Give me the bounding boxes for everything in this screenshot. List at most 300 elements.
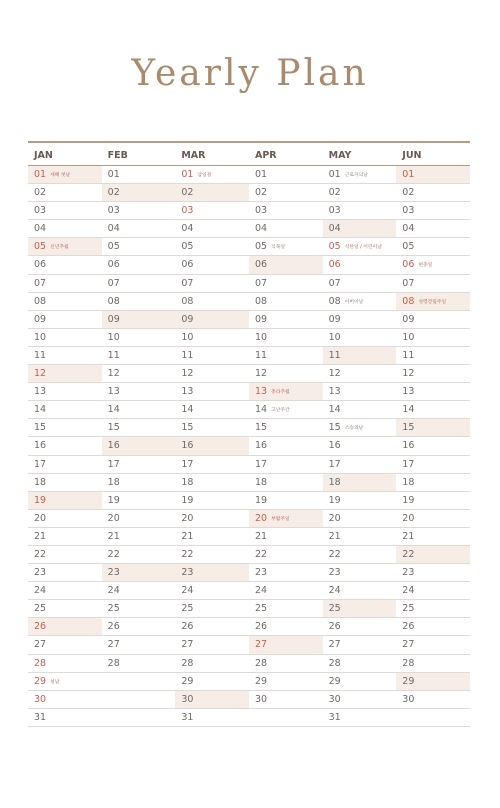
day-cell[interactable] xyxy=(175,347,249,364)
day-cell[interactable] xyxy=(249,655,323,672)
day-cell[interactable] xyxy=(175,184,249,201)
day-number: 26 xyxy=(181,621,194,633)
day-number: 13 xyxy=(34,386,47,398)
day-number: 28 xyxy=(328,657,341,669)
day-cell[interactable] xyxy=(323,238,397,255)
day-cell[interactable] xyxy=(28,256,102,273)
day-cell[interactable] xyxy=(175,166,249,183)
day-cell[interactable] xyxy=(102,365,176,382)
day-number: 29 xyxy=(402,675,415,687)
day-number: 17 xyxy=(254,458,268,470)
day-cell[interactable] xyxy=(396,618,470,635)
day-cell[interactable] xyxy=(102,709,176,726)
day-number: 06 xyxy=(254,259,268,271)
day-cell[interactable] xyxy=(249,401,323,418)
day-number: 26 xyxy=(107,621,120,633)
day-cell[interactable] xyxy=(28,347,102,364)
day-number: 09 xyxy=(181,313,194,325)
day-cell[interactable] xyxy=(249,437,323,454)
day-number: 02 xyxy=(107,187,120,199)
day-cell[interactable] xyxy=(28,311,102,328)
day-number: 01 xyxy=(254,169,268,180)
day-cell[interactable] xyxy=(102,311,176,328)
day-number: 24 xyxy=(328,585,341,597)
day-cell[interactable] xyxy=(249,311,323,328)
day-cell[interactable] xyxy=(249,600,323,617)
day-cell[interactable] xyxy=(396,419,470,436)
day-cell[interactable] xyxy=(396,456,470,473)
day-cell[interactable] xyxy=(28,437,102,454)
day-number: 11 xyxy=(402,349,415,361)
day-cell[interactable] xyxy=(249,238,323,255)
day-number: 08 xyxy=(181,295,194,307)
day-number: 14 xyxy=(107,404,120,416)
day-cell[interactable] xyxy=(249,673,323,690)
day-cell[interactable] xyxy=(323,365,397,382)
day-cell[interactable] xyxy=(102,600,176,617)
table-row xyxy=(28,220,470,238)
day-number: 23 xyxy=(107,567,120,579)
day-number: 09 xyxy=(402,313,415,325)
day-cell[interactable] xyxy=(102,492,176,509)
day-cell[interactable] xyxy=(249,709,323,726)
day-number: 11 xyxy=(34,349,47,361)
day-cell[interactable] xyxy=(175,546,249,563)
day-number: 15 xyxy=(402,422,415,434)
day-cell[interactable] xyxy=(249,618,323,635)
day-cell[interactable] xyxy=(28,275,102,292)
day-number: 19 xyxy=(328,494,341,506)
day-cell[interactable] xyxy=(28,383,102,400)
holiday-note: 석탄일 / 어린이날 xyxy=(344,245,382,251)
day-number: 24 xyxy=(254,585,268,597)
day-cell[interactable] xyxy=(102,238,176,255)
day-number: 07 xyxy=(254,277,268,289)
yearly-plan-table xyxy=(28,141,470,727)
day-cell[interactable] xyxy=(396,709,470,726)
day-cell[interactable] xyxy=(323,709,397,726)
day-cell[interactable] xyxy=(249,456,323,473)
day-cell[interactable] xyxy=(249,691,323,708)
day-cell[interactable] xyxy=(175,437,249,454)
day-number: 15 xyxy=(34,422,47,434)
day-number: 19 xyxy=(402,494,415,506)
day-cell[interactable] xyxy=(28,618,102,635)
day-cell[interactable] xyxy=(323,618,397,635)
day-cell[interactable] xyxy=(396,510,470,527)
table-row xyxy=(28,673,470,691)
day-cell[interactable] xyxy=(28,401,102,418)
holiday-note: 부활주일 xyxy=(271,516,290,522)
day-number: 06 xyxy=(402,259,415,271)
day-number: 06 xyxy=(34,259,47,271)
day-cell[interactable] xyxy=(249,510,323,527)
day-cell[interactable] xyxy=(396,600,470,617)
day-cell[interactable] xyxy=(323,311,397,328)
day-cell[interactable] xyxy=(323,474,397,491)
day-cell[interactable] xyxy=(249,347,323,364)
day-cell[interactable] xyxy=(249,256,323,273)
day-cell[interactable] xyxy=(102,437,176,454)
day-cell[interactable] xyxy=(102,564,176,581)
day-cell[interactable] xyxy=(323,401,397,418)
day-number: 10 xyxy=(34,331,47,343)
day-cell[interactable] xyxy=(102,636,176,653)
day-cell[interactable] xyxy=(28,582,102,599)
day-number: 17 xyxy=(107,458,120,470)
day-cell[interactable] xyxy=(323,456,397,473)
day-cell[interactable] xyxy=(28,419,102,436)
day-cell[interactable] xyxy=(28,636,102,653)
day-number: 16 xyxy=(254,440,268,452)
day-cell[interactable] xyxy=(249,329,323,346)
day-cell[interactable] xyxy=(28,238,102,255)
table-row xyxy=(28,600,470,618)
day-cell[interactable] xyxy=(396,492,470,509)
day-cell[interactable] xyxy=(396,275,470,292)
day-cell[interactable] xyxy=(323,492,397,509)
holiday-note: 성령강림주일 xyxy=(418,299,447,305)
day-cell[interactable] xyxy=(249,546,323,563)
day-cell[interactable] xyxy=(28,546,102,563)
day-number: 09 xyxy=(107,313,120,325)
table-row xyxy=(28,347,470,365)
day-cell[interactable] xyxy=(249,166,323,183)
day-number: 17 xyxy=(328,458,341,470)
day-number: 14 xyxy=(402,404,415,416)
holiday-note: 식목일 xyxy=(271,245,285,251)
day-number: 12 xyxy=(328,368,341,380)
day-cell[interactable] xyxy=(396,184,470,201)
day-cell[interactable] xyxy=(249,365,323,382)
day-number: 18 xyxy=(107,476,120,488)
day-cell[interactable] xyxy=(323,293,397,310)
day-cell[interactable] xyxy=(102,293,176,310)
day-number: 03 xyxy=(328,205,341,217)
day-cell[interactable] xyxy=(249,474,323,491)
day-number: 06 xyxy=(328,259,341,271)
day-cell[interactable] xyxy=(323,166,397,183)
table-row xyxy=(28,437,470,455)
day-cell[interactable] xyxy=(323,673,397,690)
day-cell[interactable] xyxy=(249,419,323,436)
holiday-note: 삼일절 xyxy=(197,173,212,178)
day-cell[interactable] xyxy=(175,673,249,690)
day-cell[interactable] xyxy=(102,256,176,273)
day-cell[interactable] xyxy=(175,293,249,310)
day-cell[interactable] xyxy=(102,401,176,418)
day-cell[interactable] xyxy=(249,582,323,599)
day-number: 25 xyxy=(402,603,415,615)
month-header-may: MAY xyxy=(328,150,352,161)
day-number: 08 xyxy=(107,295,120,307)
day-cell[interactable] xyxy=(175,401,249,418)
day-number: 05 xyxy=(107,241,120,253)
day-cell[interactable] xyxy=(28,220,102,237)
day-cell[interactable] xyxy=(102,275,176,292)
day-number: 29 xyxy=(254,675,268,687)
day-cell[interactable] xyxy=(175,582,249,599)
day-cell[interactable] xyxy=(102,202,176,219)
day-cell[interactable] xyxy=(323,546,397,563)
day-cell[interactable] xyxy=(28,456,102,473)
day-number: 16 xyxy=(402,440,415,452)
day-cell[interactable] xyxy=(175,238,249,255)
day-cell[interactable] xyxy=(396,202,470,219)
day-cell[interactable] xyxy=(102,691,176,708)
day-cell[interactable] xyxy=(28,365,102,382)
day-cell[interactable] xyxy=(102,582,176,599)
day-cell[interactable] xyxy=(175,510,249,527)
day-cell[interactable] xyxy=(396,329,470,346)
day-cell[interactable] xyxy=(28,691,102,708)
day-cell[interactable] xyxy=(323,437,397,454)
day-number: 24 xyxy=(34,585,47,597)
day-cell[interactable] xyxy=(323,275,397,292)
day-number: 07 xyxy=(181,277,194,289)
day-number: 21 xyxy=(402,530,415,542)
day-cell[interactable] xyxy=(323,256,397,273)
day-number: 27 xyxy=(34,639,47,651)
day-cell[interactable] xyxy=(396,383,470,400)
day-cell[interactable] xyxy=(102,546,176,563)
day-number: 21 xyxy=(181,530,194,542)
holiday-note: 어버이날 xyxy=(344,299,364,305)
day-cell[interactable] xyxy=(28,202,102,219)
day-number: 08 xyxy=(328,295,341,307)
day-cell[interactable] xyxy=(102,347,176,364)
day-number: 22 xyxy=(34,548,47,560)
day-number: 31 xyxy=(328,711,341,723)
day-cell[interactable] xyxy=(396,691,470,708)
day-number: 13 xyxy=(328,386,341,398)
day-number: 14 xyxy=(254,404,268,416)
day-number: 07 xyxy=(402,277,415,289)
day-cell[interactable] xyxy=(396,220,470,237)
day-number: 26 xyxy=(254,621,268,633)
table-row xyxy=(28,618,470,636)
day-number: 03 xyxy=(34,205,47,217)
day-cell[interactable] xyxy=(28,184,102,201)
day-cell[interactable] xyxy=(175,256,249,273)
day-cell[interactable] xyxy=(396,564,470,581)
day-cell[interactable] xyxy=(175,528,249,545)
day-cell[interactable] xyxy=(175,691,249,708)
day-cell[interactable] xyxy=(102,456,176,473)
day-cell[interactable] xyxy=(323,655,397,672)
day-cell[interactable] xyxy=(323,564,397,581)
day-cell[interactable] xyxy=(102,510,176,527)
day-number: 18 xyxy=(34,476,47,488)
day-cell[interactable] xyxy=(175,275,249,292)
day-number: 05 xyxy=(181,241,194,253)
day-cell[interactable] xyxy=(396,238,470,255)
day-cell[interactable] xyxy=(249,492,323,509)
day-cell[interactable] xyxy=(102,383,176,400)
day-number: 18 xyxy=(254,476,268,488)
day-cell[interactable] xyxy=(175,636,249,653)
day-cell[interactable] xyxy=(323,600,397,617)
table-row xyxy=(28,564,470,582)
day-cell[interactable] xyxy=(28,492,102,509)
day-cell[interactable] xyxy=(249,184,323,201)
table-row xyxy=(28,528,470,546)
day-cell[interactable] xyxy=(28,166,102,183)
day-number: 31 xyxy=(34,711,47,723)
day-cell[interactable] xyxy=(28,673,102,690)
day-cell[interactable] xyxy=(249,293,323,310)
day-cell[interactable] xyxy=(323,347,397,364)
table-row xyxy=(28,256,470,274)
table-row xyxy=(28,636,470,654)
table-row xyxy=(28,329,470,347)
day-cell[interactable] xyxy=(102,419,176,436)
day-cell[interactable] xyxy=(102,618,176,635)
day-cell[interactable] xyxy=(396,437,470,454)
day-cell[interactable] xyxy=(249,220,323,237)
day-cell[interactable] xyxy=(28,564,102,581)
day-number: 27 xyxy=(328,639,341,651)
day-cell[interactable] xyxy=(323,202,397,219)
day-number: 16 xyxy=(107,440,120,452)
day-cell[interactable] xyxy=(396,293,470,310)
day-cell[interactable] xyxy=(323,220,397,237)
day-cell[interactable] xyxy=(175,311,249,328)
day-number: 12 xyxy=(107,368,120,380)
day-number: 16 xyxy=(34,440,47,452)
day-number: 20 xyxy=(402,512,415,524)
day-cell[interactable] xyxy=(102,673,176,690)
day-number: 09 xyxy=(328,313,341,325)
day-cell[interactable] xyxy=(323,419,397,436)
day-cell[interactable] xyxy=(28,655,102,672)
day-number: 12 xyxy=(34,368,47,380)
day-number: 22 xyxy=(402,548,415,560)
day-cell[interactable] xyxy=(249,383,323,400)
day-cell[interactable] xyxy=(175,365,249,382)
day-number: 10 xyxy=(181,331,194,343)
day-cell[interactable] xyxy=(175,456,249,473)
day-cell[interactable] xyxy=(102,184,176,201)
day-cell[interactable] xyxy=(396,546,470,563)
day-cell[interactable] xyxy=(396,582,470,599)
day-cell[interactable] xyxy=(102,166,176,183)
day-number: 19 xyxy=(254,494,268,506)
month-header-feb: FEB xyxy=(107,150,128,161)
day-cell[interactable] xyxy=(396,166,470,183)
day-number: 18 xyxy=(402,476,415,488)
day-cell[interactable] xyxy=(175,419,249,436)
day-cell[interactable] xyxy=(396,347,470,364)
day-cell[interactable] xyxy=(175,600,249,617)
day-cell[interactable] xyxy=(175,220,249,237)
day-cell[interactable] xyxy=(28,293,102,310)
day-cell[interactable] xyxy=(249,202,323,219)
table-row xyxy=(28,655,470,673)
day-cell[interactable] xyxy=(249,564,323,581)
day-cell[interactable] xyxy=(396,673,470,690)
day-number: 01 xyxy=(181,169,194,180)
day-number: 20 xyxy=(107,512,120,524)
day-number: 28 xyxy=(107,657,120,669)
day-cell[interactable] xyxy=(102,528,176,545)
holiday-note: 고난주간 xyxy=(271,408,290,414)
day-cell[interactable] xyxy=(175,564,249,581)
day-number: 25 xyxy=(181,603,194,615)
day-cell[interactable] xyxy=(249,275,323,292)
day-cell[interactable] xyxy=(323,582,397,599)
day-cell[interactable] xyxy=(396,636,470,653)
day-cell[interactable] xyxy=(102,220,176,237)
day-cell[interactable] xyxy=(175,618,249,635)
day-cell[interactable] xyxy=(323,510,397,527)
day-cell[interactable] xyxy=(323,383,397,400)
day-number: 01 xyxy=(34,169,47,180)
day-cell[interactable] xyxy=(175,709,249,726)
day-cell[interactable] xyxy=(102,329,176,346)
day-cell[interactable] xyxy=(175,492,249,509)
day-cell[interactable] xyxy=(323,184,397,201)
day-cell[interactable] xyxy=(323,691,397,708)
day-number: 24 xyxy=(181,585,194,597)
day-cell[interactable] xyxy=(323,329,397,346)
day-cell[interactable] xyxy=(175,202,249,219)
day-number: 28 xyxy=(254,657,268,669)
day-cell[interactable] xyxy=(396,655,470,672)
day-number: 27 xyxy=(402,639,415,651)
day-cell[interactable] xyxy=(175,329,249,346)
day-number: 13 xyxy=(254,386,268,398)
day-cell[interactable] xyxy=(28,528,102,545)
day-number: 13 xyxy=(402,386,415,398)
day-number: 09 xyxy=(34,313,47,325)
day-cell[interactable] xyxy=(323,528,397,545)
day-number: 15 xyxy=(254,422,268,434)
day-number: 21 xyxy=(107,530,120,542)
table-row xyxy=(28,166,470,184)
day-number: 17 xyxy=(181,458,194,470)
day-cell[interactable] xyxy=(396,311,470,328)
day-cell[interactable] xyxy=(396,528,470,545)
table-row xyxy=(28,238,470,256)
day-cell[interactable] xyxy=(175,383,249,400)
day-cell[interactable] xyxy=(396,365,470,382)
day-cell[interactable] xyxy=(249,528,323,545)
holiday-note: 총라추월 xyxy=(271,390,290,396)
day-cell[interactable] xyxy=(102,655,176,672)
day-cell[interactable] xyxy=(102,474,176,491)
day-cell[interactable] xyxy=(396,474,470,491)
day-cell[interactable] xyxy=(28,474,102,491)
day-cell[interactable] xyxy=(249,636,323,653)
day-cell[interactable] xyxy=(28,600,102,617)
day-number: 19 xyxy=(107,494,120,506)
day-cell[interactable] xyxy=(396,256,470,273)
day-cell[interactable] xyxy=(396,401,470,418)
table-row xyxy=(28,510,470,528)
day-cell[interactable] xyxy=(28,329,102,346)
day-cell[interactable] xyxy=(28,510,102,527)
day-cell[interactable] xyxy=(175,655,249,672)
day-cell[interactable] xyxy=(175,474,249,491)
day-cell[interactable] xyxy=(323,636,397,653)
day-cell[interactable] xyxy=(28,709,102,726)
day-number: 10 xyxy=(328,331,341,343)
day-number: 30 xyxy=(181,693,194,705)
day-number: 02 xyxy=(254,187,268,199)
holiday-note: 새해 첫날 xyxy=(50,173,71,178)
day-number: 29 xyxy=(181,675,194,687)
